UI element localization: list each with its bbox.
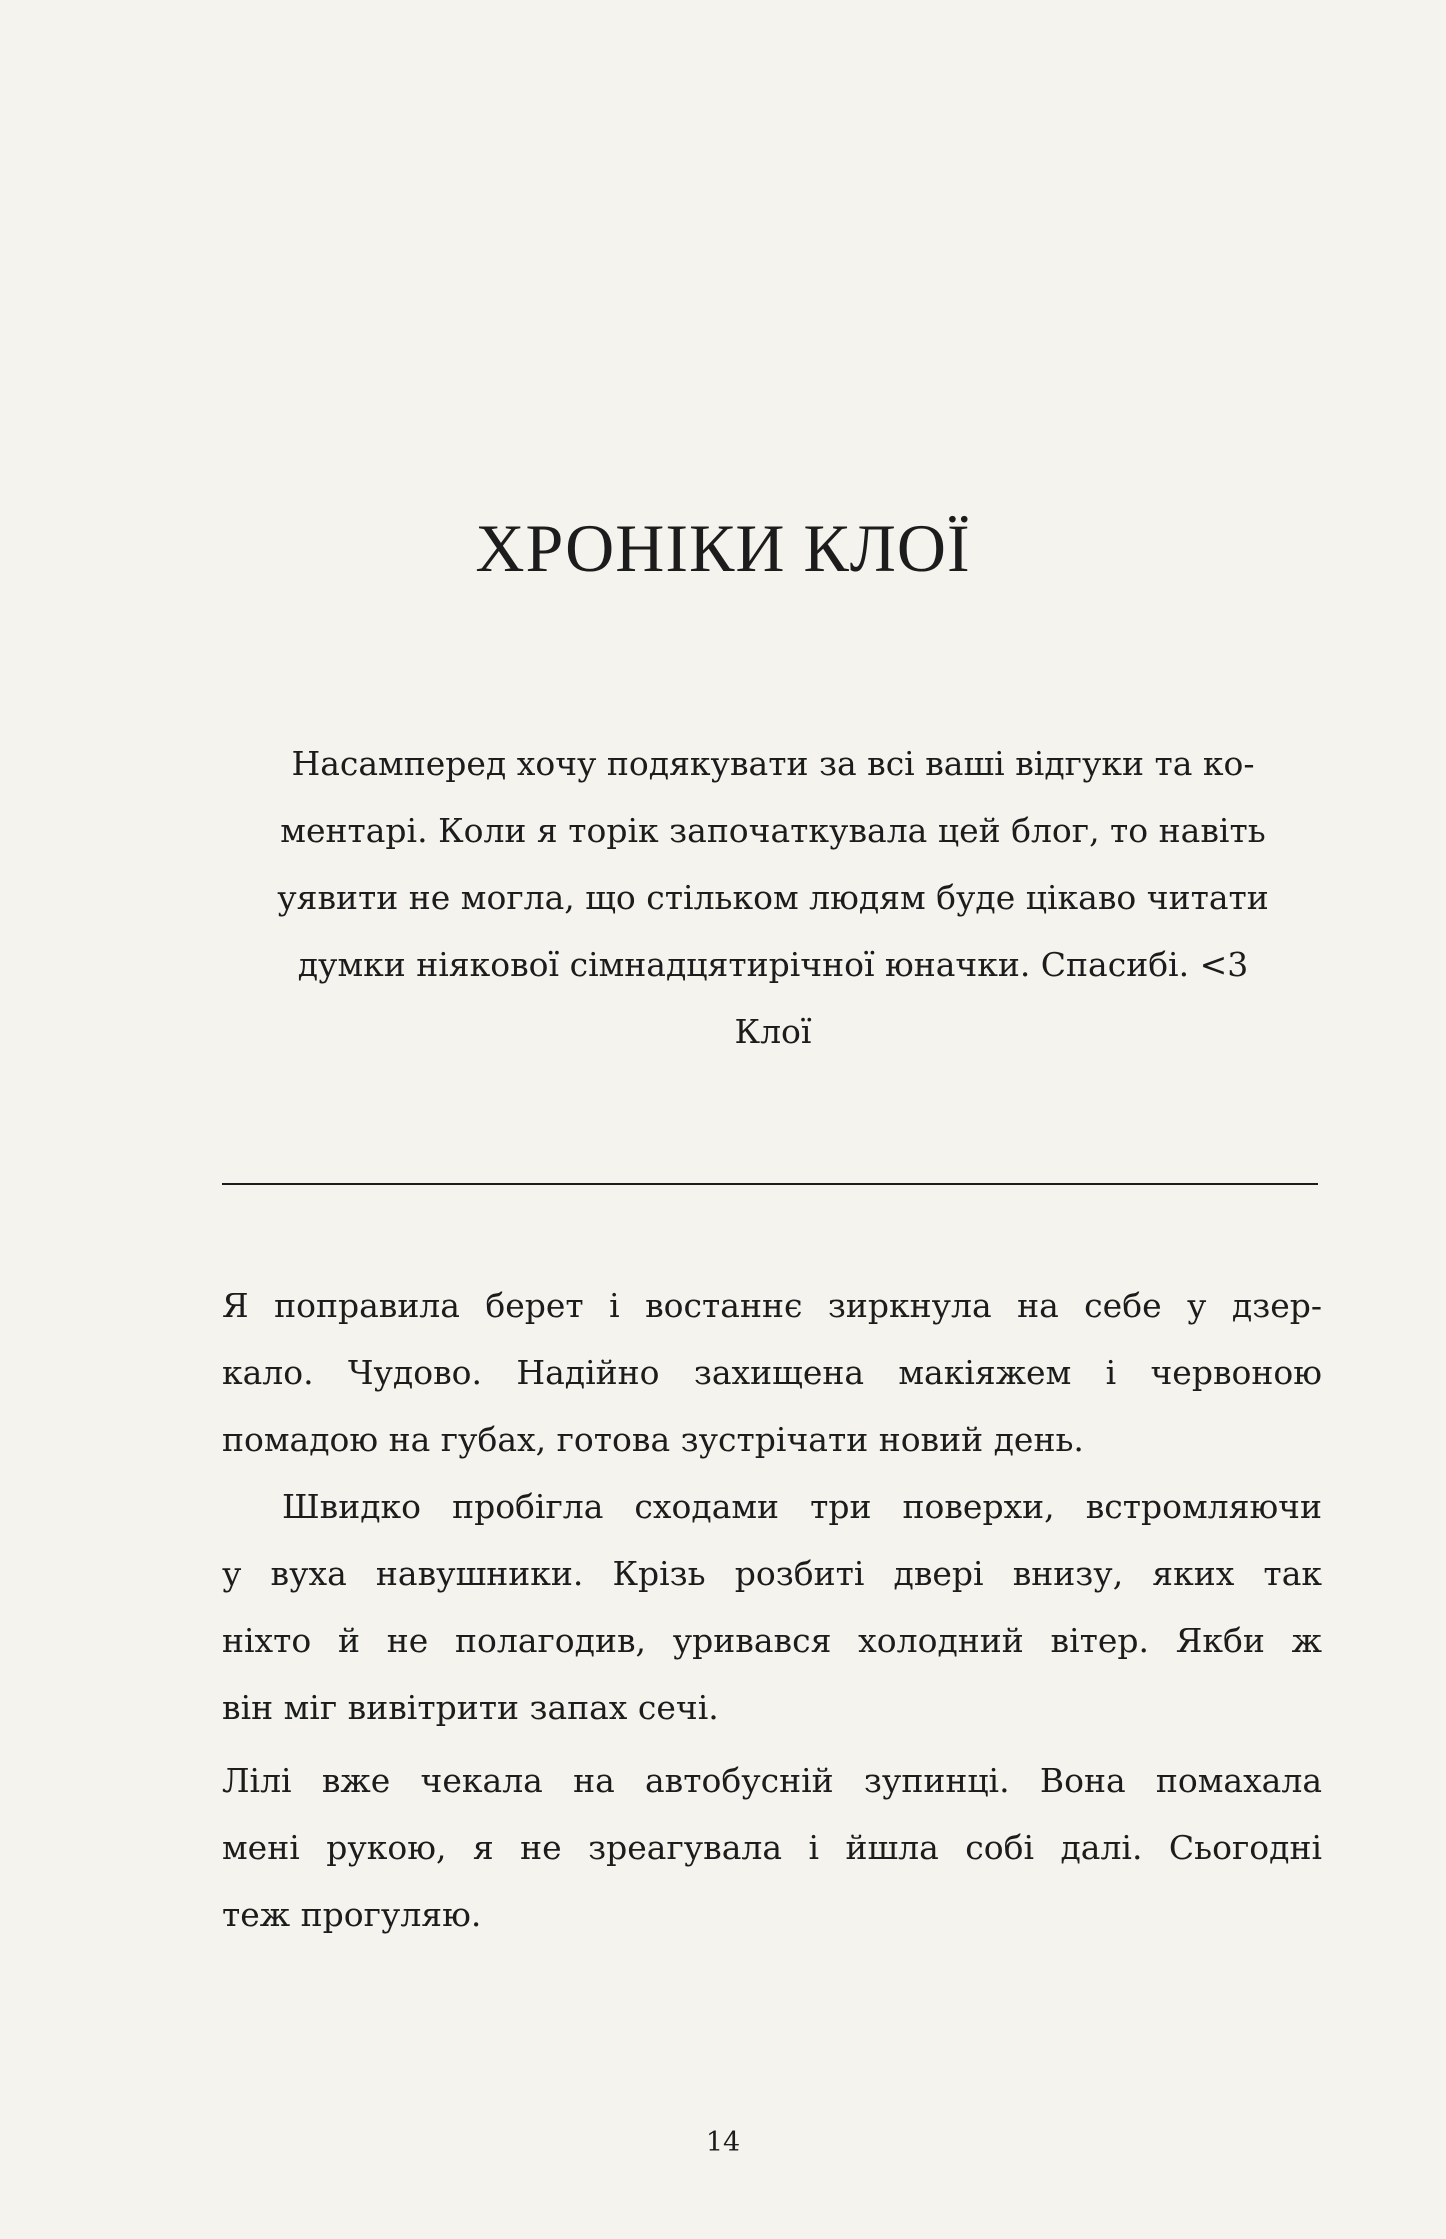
page-number: 14 bbox=[705, 2127, 741, 2158]
paragraph-line: він міг вивітрити запах сечі. bbox=[222, 1688, 719, 1727]
chapter-title: ХРОНІКИ КЛОЇ bbox=[475, 510, 971, 586]
paragraph-line: мені рукою, я не зреагувала і йшла собі далі. Сьогодні bbox=[222, 1828, 1322, 1867]
paragraph-line: Лілі вже чекала на автобусній зупинці. Вона помахала bbox=[222, 1761, 1322, 1800]
intro-line: думки ніякової сімнадцятирічної юначки. Спасибі. <3 bbox=[297, 945, 1249, 984]
paragraph-line: Я поправила берет і востаннє зиркнула на себе у дзер- bbox=[222, 1286, 1322, 1325]
section-divider bbox=[222, 1183, 1318, 1185]
blog-intro bbox=[228, 730, 1318, 1065]
intro-signature: Клої bbox=[734, 1012, 812, 1051]
body-paragraph bbox=[222, 1272, 1322, 1473]
body-paragraph bbox=[222, 1473, 1322, 1741]
intro-line: уявити не могла, що стільком людям буде цікаво читати bbox=[277, 878, 1269, 917]
paragraph-line: теж прогуляю. bbox=[222, 1895, 482, 1934]
paragraph-line: Швидко пробігла сходами три поверхи, встромляючи bbox=[282, 1487, 1322, 1526]
paragraph-line: у вуха навушники. Крізь розбиті двері внизу, яких так bbox=[222, 1554, 1322, 1593]
paragraph-line: ніхто й не полагодив, уривався холодний вітер. Якби ж bbox=[222, 1621, 1322, 1660]
intro-line: Насамперед хочу подякувати за всі ваші відгуки та ко- bbox=[291, 744, 1255, 783]
intro-line: ментарі. Коли я торік започаткувала цей блог, то навіть bbox=[280, 811, 1266, 850]
paragraph-line: помадою на губах, готова зустрічати новий день. bbox=[222, 1420, 1084, 1459]
paragraph-line: кало. Чудово. Надійно захищена макіяжем і червоною bbox=[222, 1353, 1322, 1392]
body-paragraph bbox=[222, 1747, 1322, 1948]
